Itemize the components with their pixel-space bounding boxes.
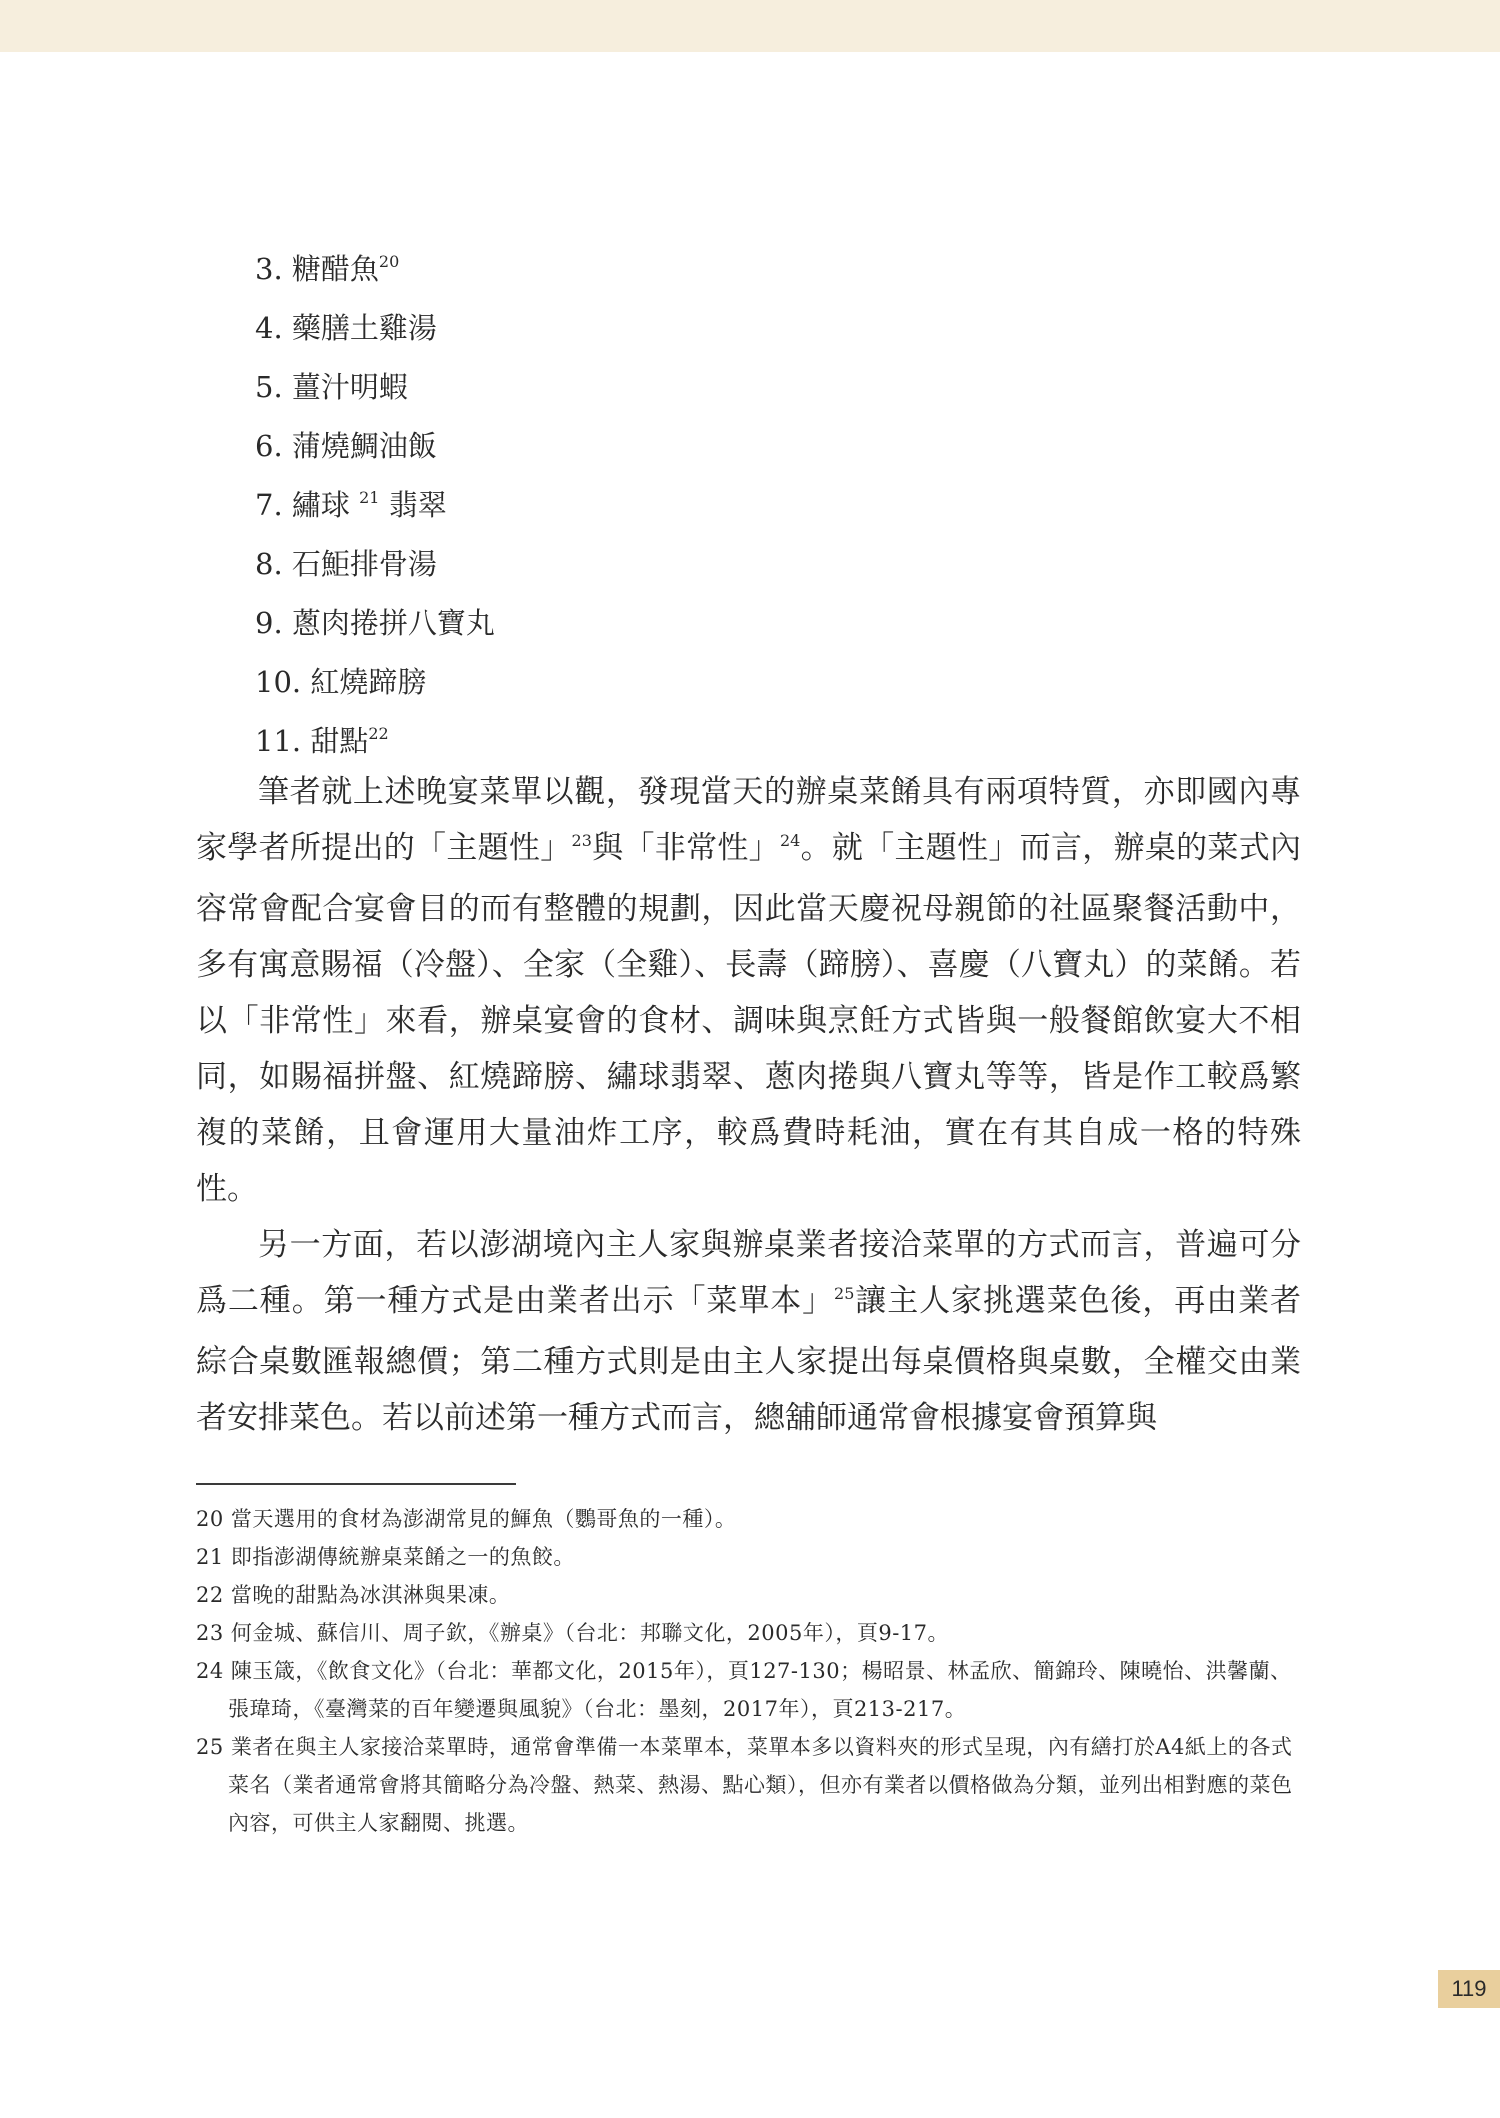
menu-item: 10. 紅燒蹄膀 <box>255 665 427 699</box>
menu-item: 9. 蔥肉捲拼八寶丸 <box>255 606 495 640</box>
footnote-ref[interactable]: 21 <box>359 488 380 507</box>
menu-item: 11. 甜點$^{22}$ <box>255 724 389 758</box>
body-text <box>196 764 1301 1446</box>
menu-item: 6. 蒲燒鯛油飯 <box>255 429 437 463</box>
footnote: 23 何金城、蘇信川、周子欽，《辦桌》（台北：邦聯文化，2005年），頁9-17。 <box>196 1621 950 1645</box>
footnote-ref[interactable]: 25 <box>834 1284 855 1303</box>
menu-item: 3. 糖醋魚$^{20}$ <box>255 252 400 286</box>
footnote: 21 即指澎湖傳統辦桌菜餚之一的魚餃。 <box>196 1545 575 1569</box>
menu-item: 7. 繡球 $^{21}$ 翡翠 <box>255 488 447 522</box>
footnote: 24 陳玉箴，《飲食文化》（台北：華都文化，2015年），頁127-130；楊昭景、林孟欣、簡錦玲、陳曉怡、洪馨蘭、張瑋琦，《臺灣菜的百年變遷與風貌》（台北：墨刻，2017年），頁213-217。 <box>196 1659 1292 1721</box>
footnote: 22 當晚的甜點為冰淇淋與果凍。 <box>196 1583 511 1607</box>
footnote-ref[interactable]: 22 <box>368 724 389 743</box>
footnote-divider <box>196 1483 516 1485</box>
page-number: 119 <box>1438 1970 1500 2008</box>
banquet-menu-list <box>255 240 495 771</box>
top-decorative-band <box>0 0 1500 52</box>
paragraph-analysis: 筆者就上述晚宴菜單以觀，發現當天的辦桌菜餚具有兩項特質，亦即國內專家學者所提出的「主題性」$^{23}$與「非常性」$^{24}$。就「主題性」而言，辦桌的菜式內容常會配合宴會目的而有整體的規劃，因此當天慶祝母親節的社區聚餐活動中，多有寓意賜福（冷盤）、全家（全雞）、長壽（蹄膀）、喜慶（八寶丸）的菜餚。若以「非常性」來看，辦桌宴會的食材、調味與烹飪方式皆與一般餐館飲宴大不相同，如賜福拼盤、紅燒蹄膀、繡球翡翠、蔥肉捲與八寶丸等等，皆是作工較爲繁複的菜餚，且會運用大量油炸工序，較爲費時耗油，實在有其自成一格的特殊性。 <box>196 774 1302 1207</box>
footnote-ref[interactable]: 24 <box>779 831 801 850</box>
paragraph-menu-methods: 另一方面，若以澎湖境內主人家與辦桌業者接洽菜單的方式而言，普遍可分爲二種。第一種方式是由業者出示「菜單本」$^{25}$讓主人家挑選菜色後，再由業者綜合桌數匯報總價；第二種方式則是由主人家提出每桌價格與桌數，全權交由業者安排菜色。若以前述第一種方式而言，總舖師通常會根據宴會預算與 <box>196 1227 1302 1436</box>
footnote-ref[interactable]: 20 <box>378 252 400 271</box>
menu-item: 4. 藥膳土雞湯 <box>255 311 437 345</box>
footnote: 25 業者在與主人家接洽菜單時，通常會準備一本菜單本，菜單本多以資料夾的形式呈現，內有繕打於A4紙上的各式菜名（業者通常會將其簡略分為冷盤、熱菜、熱湯、點心類），但亦有業者以價格做為分類，並列出相對應的菜色內容，可供主人家翻閱、挑選。 <box>196 1735 1293 1835</box>
footnote-ref[interactable]: 23 <box>571 831 592 850</box>
menu-item: 8. 石鮔排骨湯 <box>255 547 437 581</box>
footnotes <box>196 1500 1306 1842</box>
footnote: 20 當天選用的食材為澎湖常見的鯶魚（鸚哥魚的一種）。 <box>196 1507 737 1531</box>
menu-item: 5. 薑汁明蝦 <box>255 370 408 404</box>
